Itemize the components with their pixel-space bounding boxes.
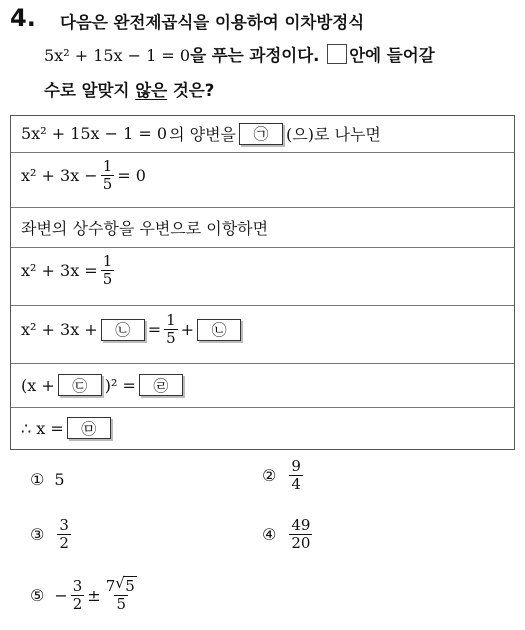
fraction-denominator: 5: [102, 270, 113, 289]
solution-process-box: [10, 115, 515, 450]
choice-fraction: [71, 578, 85, 614]
coefficient: 7: [105, 577, 116, 595]
step-5-equals: =: [147, 320, 162, 340]
choice-number: ③: [30, 525, 45, 545]
blank-a: ㉠: [239, 123, 283, 145]
fraction: [101, 253, 115, 289]
step-1-text-2: (으)로 나누면: [286, 125, 381, 144]
question-line-3a: 수로 알맞지: [44, 81, 130, 100]
step-2-suffix: = 0: [117, 166, 146, 186]
divider: [11, 247, 514, 248]
fraction-numerator: 49: [291, 516, 311, 534]
choice-fraction: [57, 517, 71, 553]
choice-5[interactable]: [30, 574, 142, 614]
step-1-equation: 5x² + 15x − 1 = 0: [21, 124, 168, 143]
choice-fraction: [289, 458, 303, 494]
fraction-numerator: 9: [291, 457, 301, 475]
question-line-2b: 안에 들어갈: [349, 46, 435, 65]
step-6-mid: )² =: [104, 375, 136, 395]
step-1: [21, 122, 381, 145]
fraction: [101, 158, 115, 194]
choice-1[interactable]: [30, 470, 65, 489]
question-line-2: [44, 42, 435, 66]
choice-number: ②: [262, 466, 277, 486]
step-5: [21, 312, 244, 348]
question-number: 4.: [10, 4, 36, 32]
question-line-3b: 것은?: [172, 81, 215, 100]
choice-fraction: [289, 517, 312, 553]
fraction-denominator: 4: [291, 475, 301, 494]
blank-d: ㉣: [139, 374, 183, 396]
step-6: [21, 374, 186, 396]
blank-b: ㉡: [101, 319, 145, 341]
question-equation: 5x² + 15x − 1 = 0: [44, 46, 191, 65]
divider: [11, 207, 514, 208]
step-6-prefix: (x +: [21, 375, 55, 395]
choice-number: ①: [30, 470, 45, 489]
plus-minus-sign: ±: [87, 586, 101, 606]
blank-e: ㉤: [67, 417, 111, 439]
step-7: [21, 417, 114, 439]
step-7-prefix: ∴ x =: [21, 418, 64, 438]
choice-3[interactable]: [30, 517, 74, 553]
minus-sign: −: [54, 586, 68, 606]
step-1-text: 의 양변을: [169, 125, 237, 144]
question-line-3: [44, 77, 214, 101]
divider: [11, 363, 514, 364]
question-line-1: 다음은 완전제곱식을 이용하여 이차방정식: [60, 13, 365, 32]
blank-c: ㉢: [58, 374, 102, 396]
fraction-denominator: 2: [59, 534, 69, 553]
divider: [11, 407, 514, 408]
sqrt-icon: √ 5: [115, 574, 135, 595]
question-underlined-word: 않은: [135, 81, 168, 100]
fraction-numerator: [104, 574, 139, 595]
step-2-prefix: x² + 3x −: [21, 166, 98, 186]
fraction-numerator: 1: [102, 252, 113, 270]
choice-value: 5: [54, 470, 65, 489]
step-5-prefix: x² + 3x +: [21, 320, 98, 340]
step-4-prefix: x² + 3x =: [21, 261, 98, 281]
blank-b-2: ㉡: [197, 319, 241, 341]
fraction-numerator: 3: [59, 516, 69, 534]
radicand: 5: [125, 577, 135, 595]
divider: [11, 152, 514, 153]
choice-number: ⑤: [30, 586, 45, 606]
fraction-numerator: 1: [102, 157, 113, 175]
step-2: [21, 158, 146, 194]
choice-4[interactable]: [262, 517, 315, 553]
blank-box-icon: [327, 44, 347, 64]
question-line-2a: 을 푸는 과정이다.: [190, 46, 320, 65]
choice-2[interactable]: [262, 458, 306, 494]
fraction-numerator: 3: [72, 577, 83, 595]
choice-fraction-radical: [104, 574, 139, 614]
fraction-denominator: 5: [102, 175, 113, 194]
fraction-denominator: 5: [166, 329, 176, 348]
divider: [11, 305, 514, 306]
fraction: [164, 312, 178, 348]
step-5-plus: +: [180, 320, 195, 340]
fraction-denominator: 2: [72, 595, 83, 614]
fraction-denominator: 5: [116, 595, 127, 614]
step-3: 좌변의 상수항을 우변으로 이항하면: [21, 219, 269, 238]
fraction-denominator: 20: [291, 534, 311, 553]
choice-number: ④: [262, 525, 277, 545]
step-4: [21, 253, 117, 289]
fraction-numerator: 1: [166, 311, 176, 329]
